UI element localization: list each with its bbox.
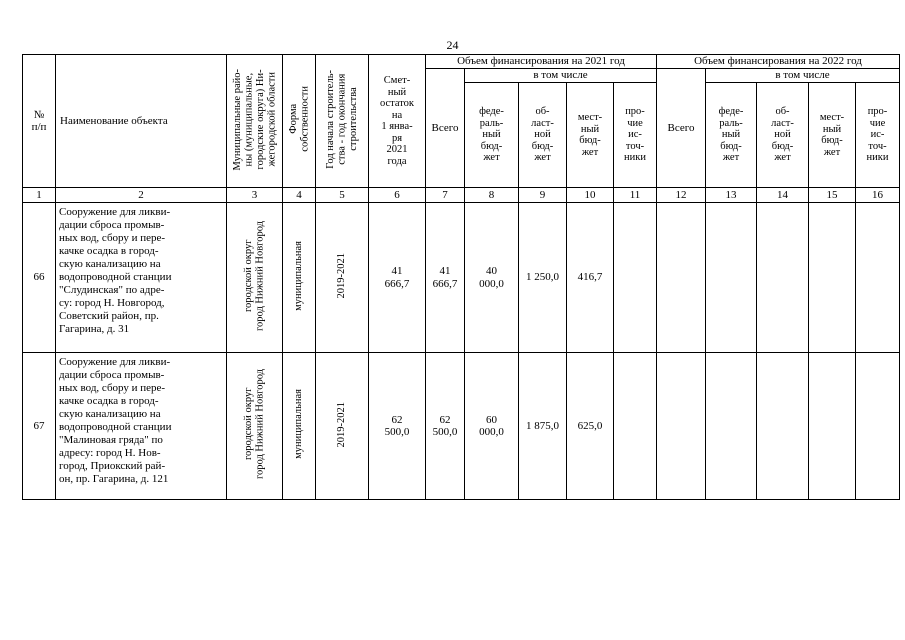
federal-2022-cell <box>706 353 757 500</box>
federal-2022-cell <box>706 203 757 353</box>
column-number: 2 <box>56 188 227 203</box>
column-number: 15 <box>809 188 856 203</box>
years-cell: 2019-2021 <box>316 203 369 353</box>
column-number: 1 <box>23 188 56 203</box>
district-cell: городской округ город Нижний Новгород <box>227 353 283 500</box>
regional-2022-cell <box>757 353 809 500</box>
local-2022-cell <box>809 353 856 500</box>
column-number: 7 <box>426 188 465 203</box>
column-number: 16 <box>856 188 900 203</box>
column-number: 9 <box>519 188 567 203</box>
other-2021-cell <box>614 203 657 353</box>
table-row <box>23 353 900 500</box>
table-row <box>23 203 900 353</box>
header-name: Наименование объекта <box>56 55 227 188</box>
header-local-2021: мест- ный бюд- жет <box>567 83 614 188</box>
header-balance: Смет- ный остаток на 1 янва- ря 2021 года <box>369 55 426 188</box>
balance-cell: 62 500,0 <box>369 353 426 500</box>
financing-table <box>22 54 900 500</box>
other-2022-cell <box>856 353 900 500</box>
column-number: 8 <box>465 188 519 203</box>
header-fin-2022: Объем финансирования на 2022 год <box>657 55 900 69</box>
column-numbers-row <box>23 188 900 203</box>
ownership-cell: муниципальная <box>283 203 316 353</box>
column-number: 14 <box>757 188 809 203</box>
local-2022-cell <box>809 203 856 353</box>
column-number: 4 <box>283 188 316 203</box>
other-2021-cell <box>614 353 657 500</box>
federal-2021-cell: 40 000,0 <box>465 203 519 353</box>
total-2022-cell <box>657 203 706 353</box>
header-no: № п/п <box>23 55 56 188</box>
local-2021-cell: 625,0 <box>567 353 614 500</box>
total-2022-cell <box>657 353 706 500</box>
regional-2022-cell <box>757 203 809 353</box>
header-district: Муниципальные райо- ны (муниципальные, городские округа) Ни- жегородской области <box>227 55 283 188</box>
row-no: 66 <box>23 203 56 353</box>
federal-2021-cell: 60 000,0 <box>465 353 519 500</box>
header-incl-2022: в том числе <box>706 69 900 83</box>
header-other-2022: про- чие ис- точ- ники <box>856 83 900 188</box>
header-other-2021: про- чие ис- точ- ники <box>614 83 657 188</box>
header-regional-2021: об- ласт- ной бюд- жет <box>519 83 567 188</box>
column-number: 12 <box>657 188 706 203</box>
header-total-2021: Всего <box>426 69 465 188</box>
column-number: 6 <box>369 188 426 203</box>
column-number: 11 <box>614 188 657 203</box>
balance-cell: 41 666,7 <box>369 203 426 353</box>
other-2022-cell <box>856 203 900 353</box>
header-years: Год начала строитель- ства - год окончания строительства <box>316 55 369 188</box>
page-number: 24 <box>446 38 459 52</box>
object-name: Сооружение для ликви- дации сброса промыв- ных вод, сбору и пере- качке осадка в город- скую канализацию на водопроводной станции "Слудинская" по адре- су: город Н. Новгород, Советский район, пр. Гагарина, д. 31 <box>56 203 227 353</box>
column-number: 3 <box>227 188 283 203</box>
column-number: 5 <box>316 188 369 203</box>
district-cell: городской округ город Нижний Новгород <box>227 203 283 353</box>
header-federal-2021: феде- раль- ный бюд- жет <box>465 83 519 188</box>
header-regional-2022: об- ласт- ной бюд- жет <box>757 83 809 188</box>
object-name: Сооружение для ликви- дации сброса промыв- ных вод, сбору и пере- качке осадка в город- скую канализацию на водопроводной станции "Малиновая гряда" по адресу: город Н. Нов- город, Приокский рай- он, пр. Гагарина, д. 121 <box>56 353 227 500</box>
regional-2021-cell: 1 250,0 <box>519 203 567 353</box>
header-total-2022: Всего <box>657 69 706 188</box>
row-no: 67 <box>23 353 56 500</box>
header-local-2022: мест- ный бюд- жет <box>809 83 856 188</box>
header-federal-2022: феде- раль- ный бюд- жет <box>706 83 757 188</box>
years-cell: 2019-2021 <box>316 353 369 500</box>
header-fin-2021: Объем финансирования на 2021 год <box>426 55 657 69</box>
header-ownership: Форма собственности <box>283 55 316 188</box>
header-incl-2021: в том числе <box>465 69 657 83</box>
total-2021-cell: 62 500,0 <box>426 353 465 500</box>
regional-2021-cell: 1 875,0 <box>519 353 567 500</box>
column-number: 13 <box>706 188 757 203</box>
total-2021-cell: 41 666,7 <box>426 203 465 353</box>
column-number: 10 <box>567 188 614 203</box>
ownership-cell: муниципальная <box>283 353 316 500</box>
local-2021-cell: 416,7 <box>567 203 614 353</box>
